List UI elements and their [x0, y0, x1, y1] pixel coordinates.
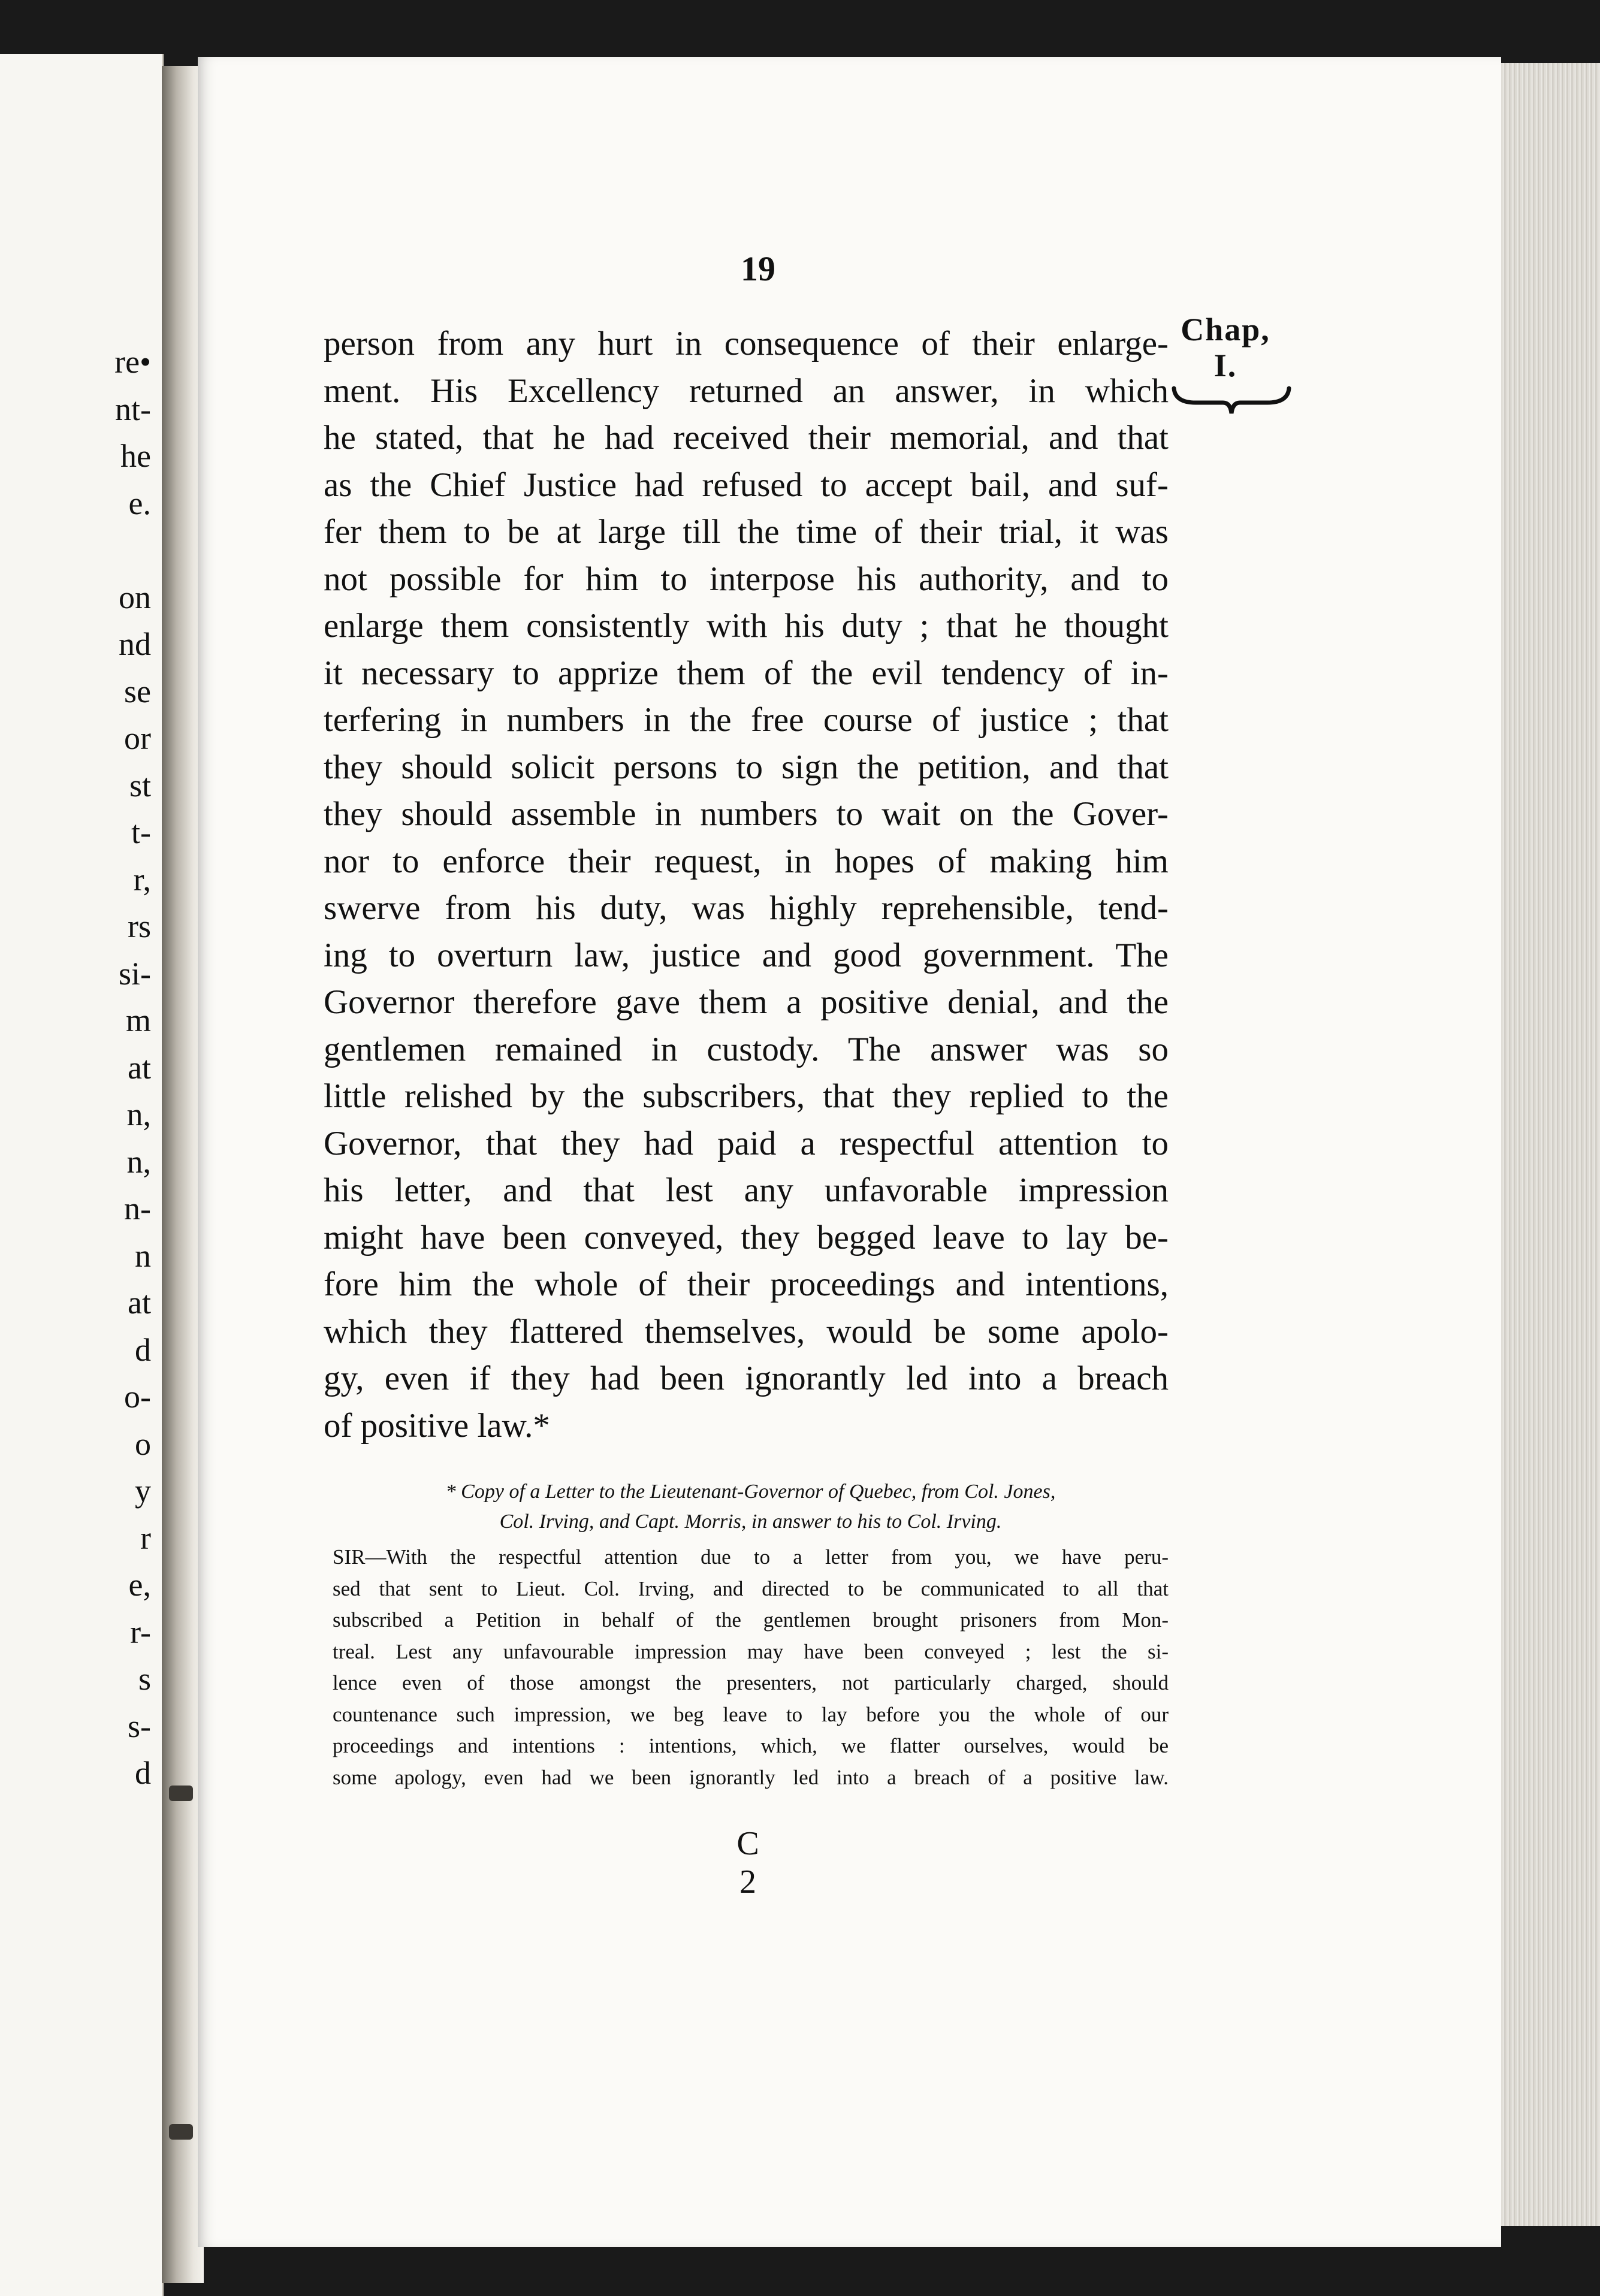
facing-page-line: st	[129, 767, 151, 803]
facing-page-line: n,	[126, 1143, 151, 1180]
text-line: it necessary to apprize them of the evil tendency of in-	[324, 654, 1169, 692]
footnote-line: SIR—With the respectful attention due to a letter from you, we have peru-	[333, 1545, 1169, 1569]
facing-page-line: s	[138, 1661, 151, 1697]
text-line: he stated, that he had received their memorial, and that	[324, 419, 1169, 457]
facing-page-line: n,	[126, 1096, 151, 1132]
facing-page-line: re•	[114, 344, 151, 380]
footnote-line: sed that sent to Lieut. Col. Irving, and directed to be communicated to all that	[333, 1576, 1169, 1600]
facing-page-line	[0, 527, 156, 574]
footnote-title	[333, 1477, 1169, 1537]
text-line: little relished by the subscribers, that they replied to the	[324, 1077, 1169, 1115]
facing-page-line: d	[135, 1331, 151, 1368]
facing-page-line: d	[135, 1755, 151, 1791]
text-line: fer them to be at large till the time of their trial, it was	[324, 513, 1169, 551]
chapter-label: Chap,	[1181, 312, 1270, 348]
text-line: they should solicit persons to sign the petition, and that	[324, 748, 1169, 786]
facing-page-line: r	[140, 1519, 151, 1556]
signature-mark: C 2	[736, 1825, 768, 1901]
footnote-line: lence even of those amongst the presenters, not particularly charged, should	[333, 1671, 1169, 1694]
text-line: of positive law.*	[324, 1406, 550, 1445]
facing-page-line: on	[119, 579, 151, 615]
text-line: fore him the whole of their proceedings and intentions,	[324, 1265, 1169, 1303]
facing-page-line: or	[124, 720, 151, 756]
facing-page-line: s-	[128, 1708, 151, 1744]
facing-page-line: si-	[119, 955, 151, 992]
text-line: person from any hurt in consequence of their enlarge-	[324, 325, 1169, 362]
binding-stitch	[169, 2124, 193, 2140]
facing-page-line: t-	[131, 814, 151, 850]
facing-page-line: he	[120, 438, 151, 474]
text-line: gentlemen remained in custody. The answer was so	[324, 1030, 1169, 1068]
facing-page-line: o-	[124, 1379, 151, 1415]
chapter-heading	[1157, 312, 1294, 383]
text-line: not possible for him to interpose his authority, and to	[324, 560, 1169, 598]
footnote-line: subscribed a Petition in behalf of the gentlemen brought prisoners from Mon-	[333, 1608, 1169, 1632]
text-line: ment. His Excellency returned an answer, in which	[324, 371, 1169, 410]
facing-page-line: n	[135, 1237, 151, 1274]
chapter-number: I.	[1213, 348, 1237, 383]
text-line: enlarge them consistently with his duty ; that he thought	[324, 607, 1169, 645]
text-line: nor to enforce their request, in hopes of making him	[324, 842, 1169, 880]
footnote-title-line: * Copy of a Letter to the Lieutenant-Governor of Quebec, from Col. Jones,	[445, 1481, 1056, 1503]
footnote	[333, 1477, 1169, 1793]
binding-stitch	[169, 1786, 193, 1801]
facing-page-line: e,	[128, 1567, 151, 1603]
footnote-line: some apology, even had we been ignorantly led into a breach of a positive law.	[333, 1765, 1169, 1789]
facing-page-line: nt-	[115, 391, 151, 427]
text-line: might have been conveyed, they begged leave to lay be-	[324, 1218, 1169, 1256]
text-line: which they flattered themselves, would be some apolo-	[324, 1312, 1169, 1351]
text-line: terfering in numbers in the free course of justice ; that	[324, 701, 1169, 739]
footnote-line: countenance such impression, we beg leave to lay before you the whole of our	[333, 1702, 1169, 1726]
page-block-edges	[1492, 63, 1600, 2226]
facing-page-line: at	[128, 1285, 151, 1321]
text-line: they should assemble in numbers to wait on the Gover-	[324, 795, 1169, 833]
facing-page-line: se	[124, 673, 151, 709]
text-line: ing to overturn law, justice and good government. The	[324, 936, 1169, 974]
text-line: his letter, and that lest any unfavorable impression	[324, 1171, 1169, 1209]
facing-page-line: m	[125, 1002, 151, 1038]
body-text	[324, 321, 1169, 1449]
footnote-body	[333, 1542, 1169, 1793]
facing-page-line: o	[135, 1425, 151, 1462]
footnote-line: proceedings and intentions : intentions, which, we flatter ourselves, would be	[333, 1734, 1169, 1757]
footnote-title-line: Col. Irving, and Capt. Morris, in answer to his to Col. Irving.	[499, 1510, 1002, 1533]
text-line: Governor, that they had paid a respectful attention to	[324, 1124, 1169, 1162]
text-line: Governor therefore gave them a positive denial, and the	[324, 983, 1169, 1021]
facing-page-text	[0, 339, 156, 1797]
facing-page-line: rs	[128, 908, 151, 944]
facing-page-line: y	[135, 1473, 151, 1509]
text-line: as the Chief Justice had refused to accept bail, and suf-	[324, 466, 1169, 504]
facing-page-line: e.	[128, 485, 151, 521]
facing-page-line: n-	[124, 1191, 151, 1226]
facing-page-line: r-	[130, 1614, 151, 1650]
facing-page-line: r,	[133, 861, 151, 898]
page-number: 19	[741, 249, 775, 288]
facing-page	[0, 54, 164, 2296]
facing-page-line: nd	[119, 626, 151, 662]
facing-page-line: at	[128, 1049, 151, 1086]
curly-brace-icon	[1172, 382, 1291, 418]
text-line: swerve from his duty, was highly reprehensible, tend-	[324, 889, 1169, 927]
footnote-line: treal. Lest any unfavourable impression may have been conveyed ; lest the si-	[333, 1639, 1169, 1663]
text-line: gy, even if they had been ignorantly led into a breach	[324, 1360, 1169, 1397]
